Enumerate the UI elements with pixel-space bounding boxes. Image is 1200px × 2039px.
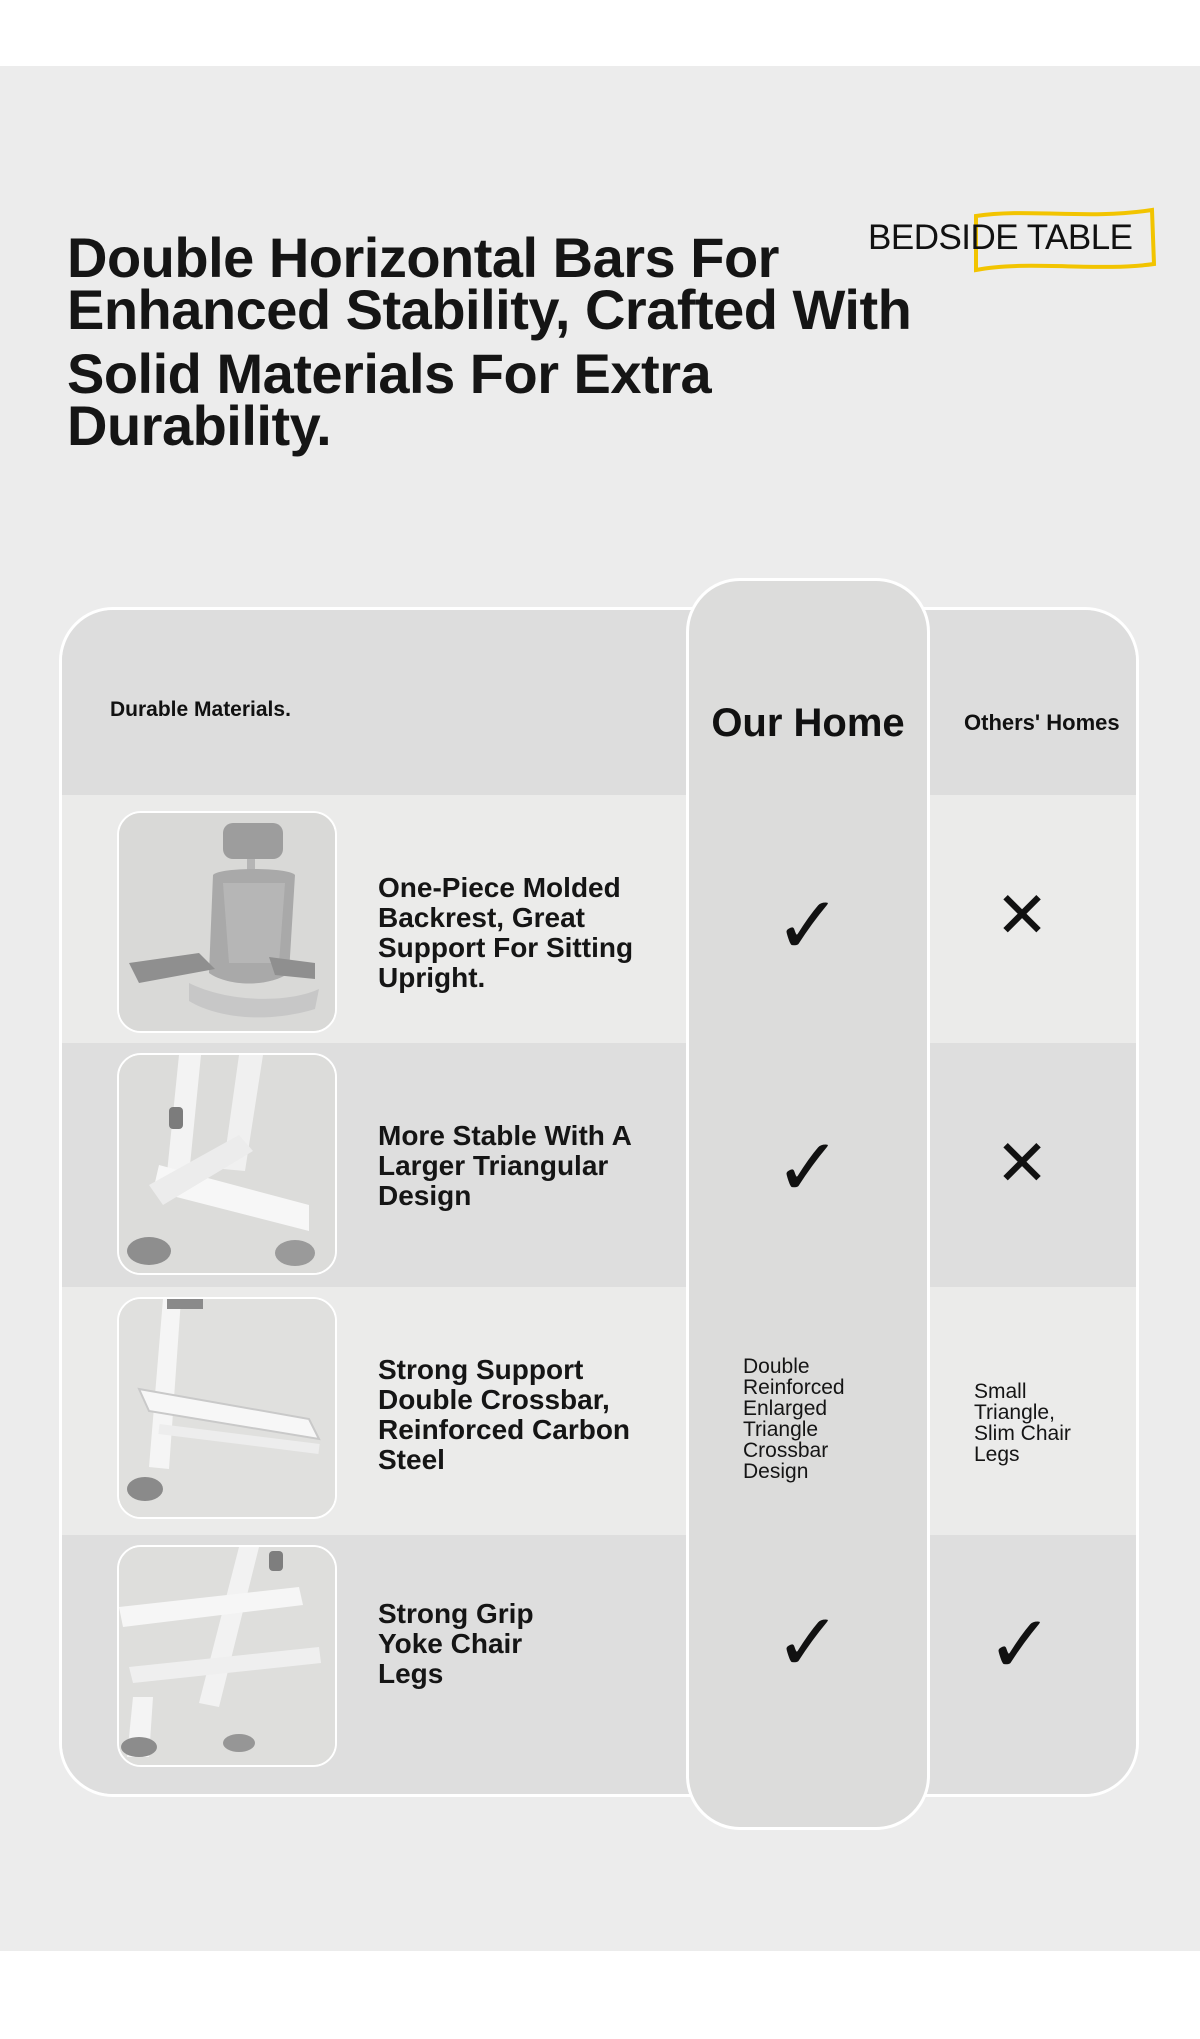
others-cross-icon: ✕ <box>995 1127 1049 1199</box>
table-row <box>62 1535 1139 1797</box>
table-row <box>62 795 1139 1043</box>
others-detail-text: Small Triangle, Slim Chair Legs <box>974 1380 1071 1466</box>
feature-text: One-Piece Molded Backrest, Great Support For Sitting Upright. <box>378 872 634 993</box>
chair-leg-triangle-image <box>117 1053 337 1275</box>
headline-line: Enhanced Stability, Crafted With <box>67 278 912 341</box>
brand-badge <box>868 214 1158 266</box>
table-header-row <box>62 610 1139 795</box>
chair-backrest-image <box>117 811 337 1033</box>
ours-check-icon: ✓ <box>774 1598 842 1687</box>
ours-check-icon: ✓ <box>774 881 842 970</box>
page-headline <box>67 226 967 457</box>
header-category-label: Durable Materials. <box>110 698 291 721</box>
feature-text: More Stable With A Larger Triangular Design <box>378 1120 631 1211</box>
feature-text: Strong Grip Yoke Chair Legs <box>378 1598 534 1689</box>
comparison-table <box>59 607 1139 1797</box>
others-check-icon: ✓ <box>986 1600 1054 1689</box>
chair-crossbar-image <box>117 1297 337 1519</box>
header-others-label: Others' Homes <box>964 710 1120 735</box>
brand-label: BEDSIDE TABLE <box>868 218 1133 257</box>
our-home-column <box>686 578 930 1830</box>
headline-line: Durability. <box>67 394 332 457</box>
ours-check-icon: ✓ <box>774 1123 842 1212</box>
header-ours-label: Our Home <box>711 701 905 745</box>
table-row <box>62 1287 1139 1535</box>
ours-detail-text: Double Reinforced Enlarged Triangle Crossbar Design <box>743 1355 845 1483</box>
others-cross-icon: ✕ <box>995 879 1049 951</box>
feature-text: Strong Support Double Crossbar, Reinforced Carbon Steel <box>378 1354 631 1475</box>
table-row <box>62 1043 1139 1287</box>
chair-yoke-legs-image <box>117 1545 337 1767</box>
headline-line: Solid Materials For Extra <box>67 342 712 405</box>
headline-line: Double Horizontal Bars For <box>67 226 779 289</box>
